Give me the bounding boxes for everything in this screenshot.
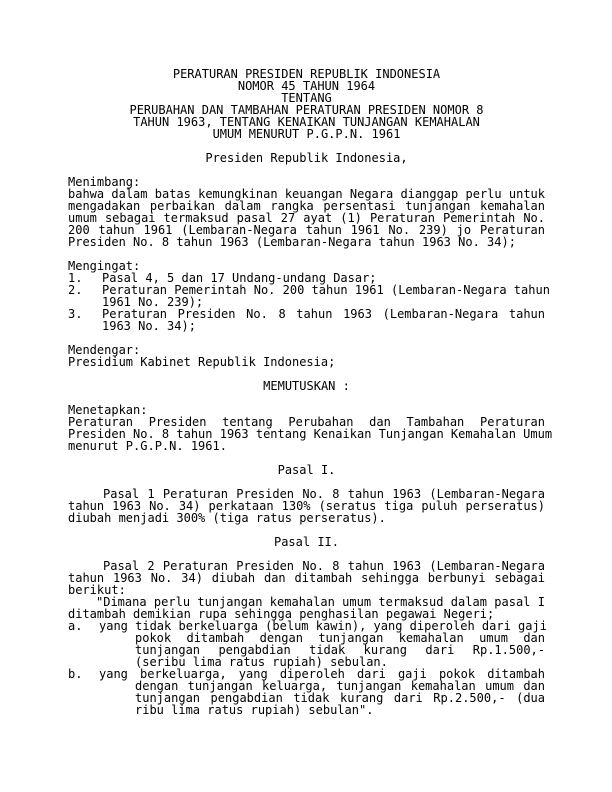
title-line-3: TENTANG [281,91,332,105]
pasal-ii-line: tahun 1963 No. 34) diubah dan ditambah sehingga berbunyi sebagai [68,571,545,585]
menimbang-line: Presiden No. 8 tahun 1963 (Lembaran-Negara tahun 1963 No. 34); [68,235,516,249]
menetapkan-label: Menetapkan: [68,403,148,417]
mengingat-label: Mengingat: [68,259,141,273]
mengingat-item-2-cont: 1961 No. 239); [102,295,204,309]
mengingat-item-3-cont: 1963 No. 34); [102,319,196,333]
title-line-1: PERATURAN PRESIDEN REPUBLIK INDONESIA [172,67,441,81]
mengingat-item-text: Pasal 4, 5 dan 17 Undang-undang Dasar; [102,271,377,285]
item-b-line-2: dengan tunjangan keluarga, tunjangan kemahalan umum dan [135,679,545,693]
pasal-ii-quote-line: ditambah demikian rupa sehingga penghasilan pegawai Negeri; [68,607,495,621]
doc-title [68,68,545,140]
item-a-text: yang tidak berkeluarga (belum kawin), yang diperoleh dari gaji [99,619,547,633]
title-line-5: TAHUN 1963, TENTANG KENAIKAN TUNJANGAN KEMAHALAN [133,115,480,129]
menimbang-line: mengadakan perbaikan dalam rangka persentasi tunjangan kemahalan [68,199,545,213]
salutation-block [68,152,545,164]
item-b-line-3: tunjangan pengabdian tidak kurang dari Rp.2.500,- (dua [135,691,545,705]
section-menimbang [68,176,545,248]
list-marker: b. [68,667,83,681]
title-line-4: PERUBAHAN DAN TAMBAHAN PERATURAN PRESIDEN NOMOR 8 [129,103,484,117]
pasal-heading-line: Pasal I. [277,463,336,477]
title-line-6: UMUM MENURUT P.G.P.N. 1961 [212,127,401,141]
item-a-line-3: tunjangan pengabdian tidak kurang dari Rp.1.500,- [135,643,545,657]
list-marker: a. [68,619,83,633]
item-b-line-4: ribu lima ratus rupiah) sebulan". [135,703,374,717]
pasal-ii-line: berikut: [68,583,126,597]
list-marker: 1. [68,271,83,285]
menetapkan-line: Presiden No. 8 tahun 1963 tentang Kenaikan Tunjangan Kemahalan Umum [68,427,553,441]
memutuskan-heading [68,380,545,392]
pasal-heading-line: Pasal II. [273,535,340,549]
mengingat-item-text: Peraturan Pemerintah No. 200 tahun 1961 (Lembaran-Negara tahun [102,283,550,297]
list-marker: 2. [68,283,83,297]
item-a-line-4: (seribu lima ratus rupiah) sebulan. [135,655,388,669]
title-line-2: NOMOR 45 TAHUN 1964 [237,79,376,93]
pasal-ii-line: Pasal 2 Peraturan Presiden No. 8 tahun 1963 (Lembaran-Negara [103,559,545,573]
pasal-ii-heading [68,536,545,548]
menimbang-label: Menimbang: [68,175,141,189]
list-marker: 3. [68,307,83,321]
menimbang-line: umum sebagai termaksud pasal 27 ayat (1) Peraturan Pemerintah No. [68,211,545,225]
pasal-i-heading [68,464,545,476]
item-a-line-2: pokok ditambah dengan tunjangan kemahalan umum dan [135,631,545,645]
mendengar-label: Mendengar: [68,343,141,357]
menimbang-line: bahwa dalam batas kemungkinan keuangan Negara dianggap perlu untuk [68,187,545,201]
menetapkan-line: menurut P.G.P.N. 1961. [68,439,227,453]
pasal-i-body [68,488,545,524]
item-b-text: yang berkeluarga, yang diperoleh dari gaji pokok ditambah [99,667,545,681]
pasal-i-line: tahun 1963 No. 34) perkataan 130% (seratus tiga puluh perseratus) [68,499,545,513]
section-mengingat [68,259,550,333]
memutuskan-line: MEMUTUSKAN : [263,379,350,393]
pasal-ii-quote-line: "Dimana perlu tunjangan kemahalan umum termaksud dalam pasal I [96,595,545,609]
salutation-line: Presiden Republik Indonesia, [205,151,408,165]
pasal-ii-body [68,560,545,716]
mengingat-item-text: Peraturan Presiden No. 8 tahun 1963 (Lembaran-Negara tahun [102,307,545,321]
section-mendengar [68,344,545,368]
menetapkan-line: Peraturan Presiden tentang Perubahan dan Tambahan Peraturan [68,415,545,429]
mendengar-line: Presidium Kabinet Republik Indonesia; [68,355,336,369]
menimbang-line: 200 tahun 1961 (Lembaran-Negara tahun 1961 No. 239) jo Peraturan [68,223,545,237]
pasal-i-line: diubah menjadi 300% (tiga ratus perseratus). [68,511,386,525]
pasal-i-line: Pasal 1 Peraturan Presiden No. 8 tahun 1963 (Lembaran-Negara [103,487,545,501]
section-menetapkan [68,403,553,453]
